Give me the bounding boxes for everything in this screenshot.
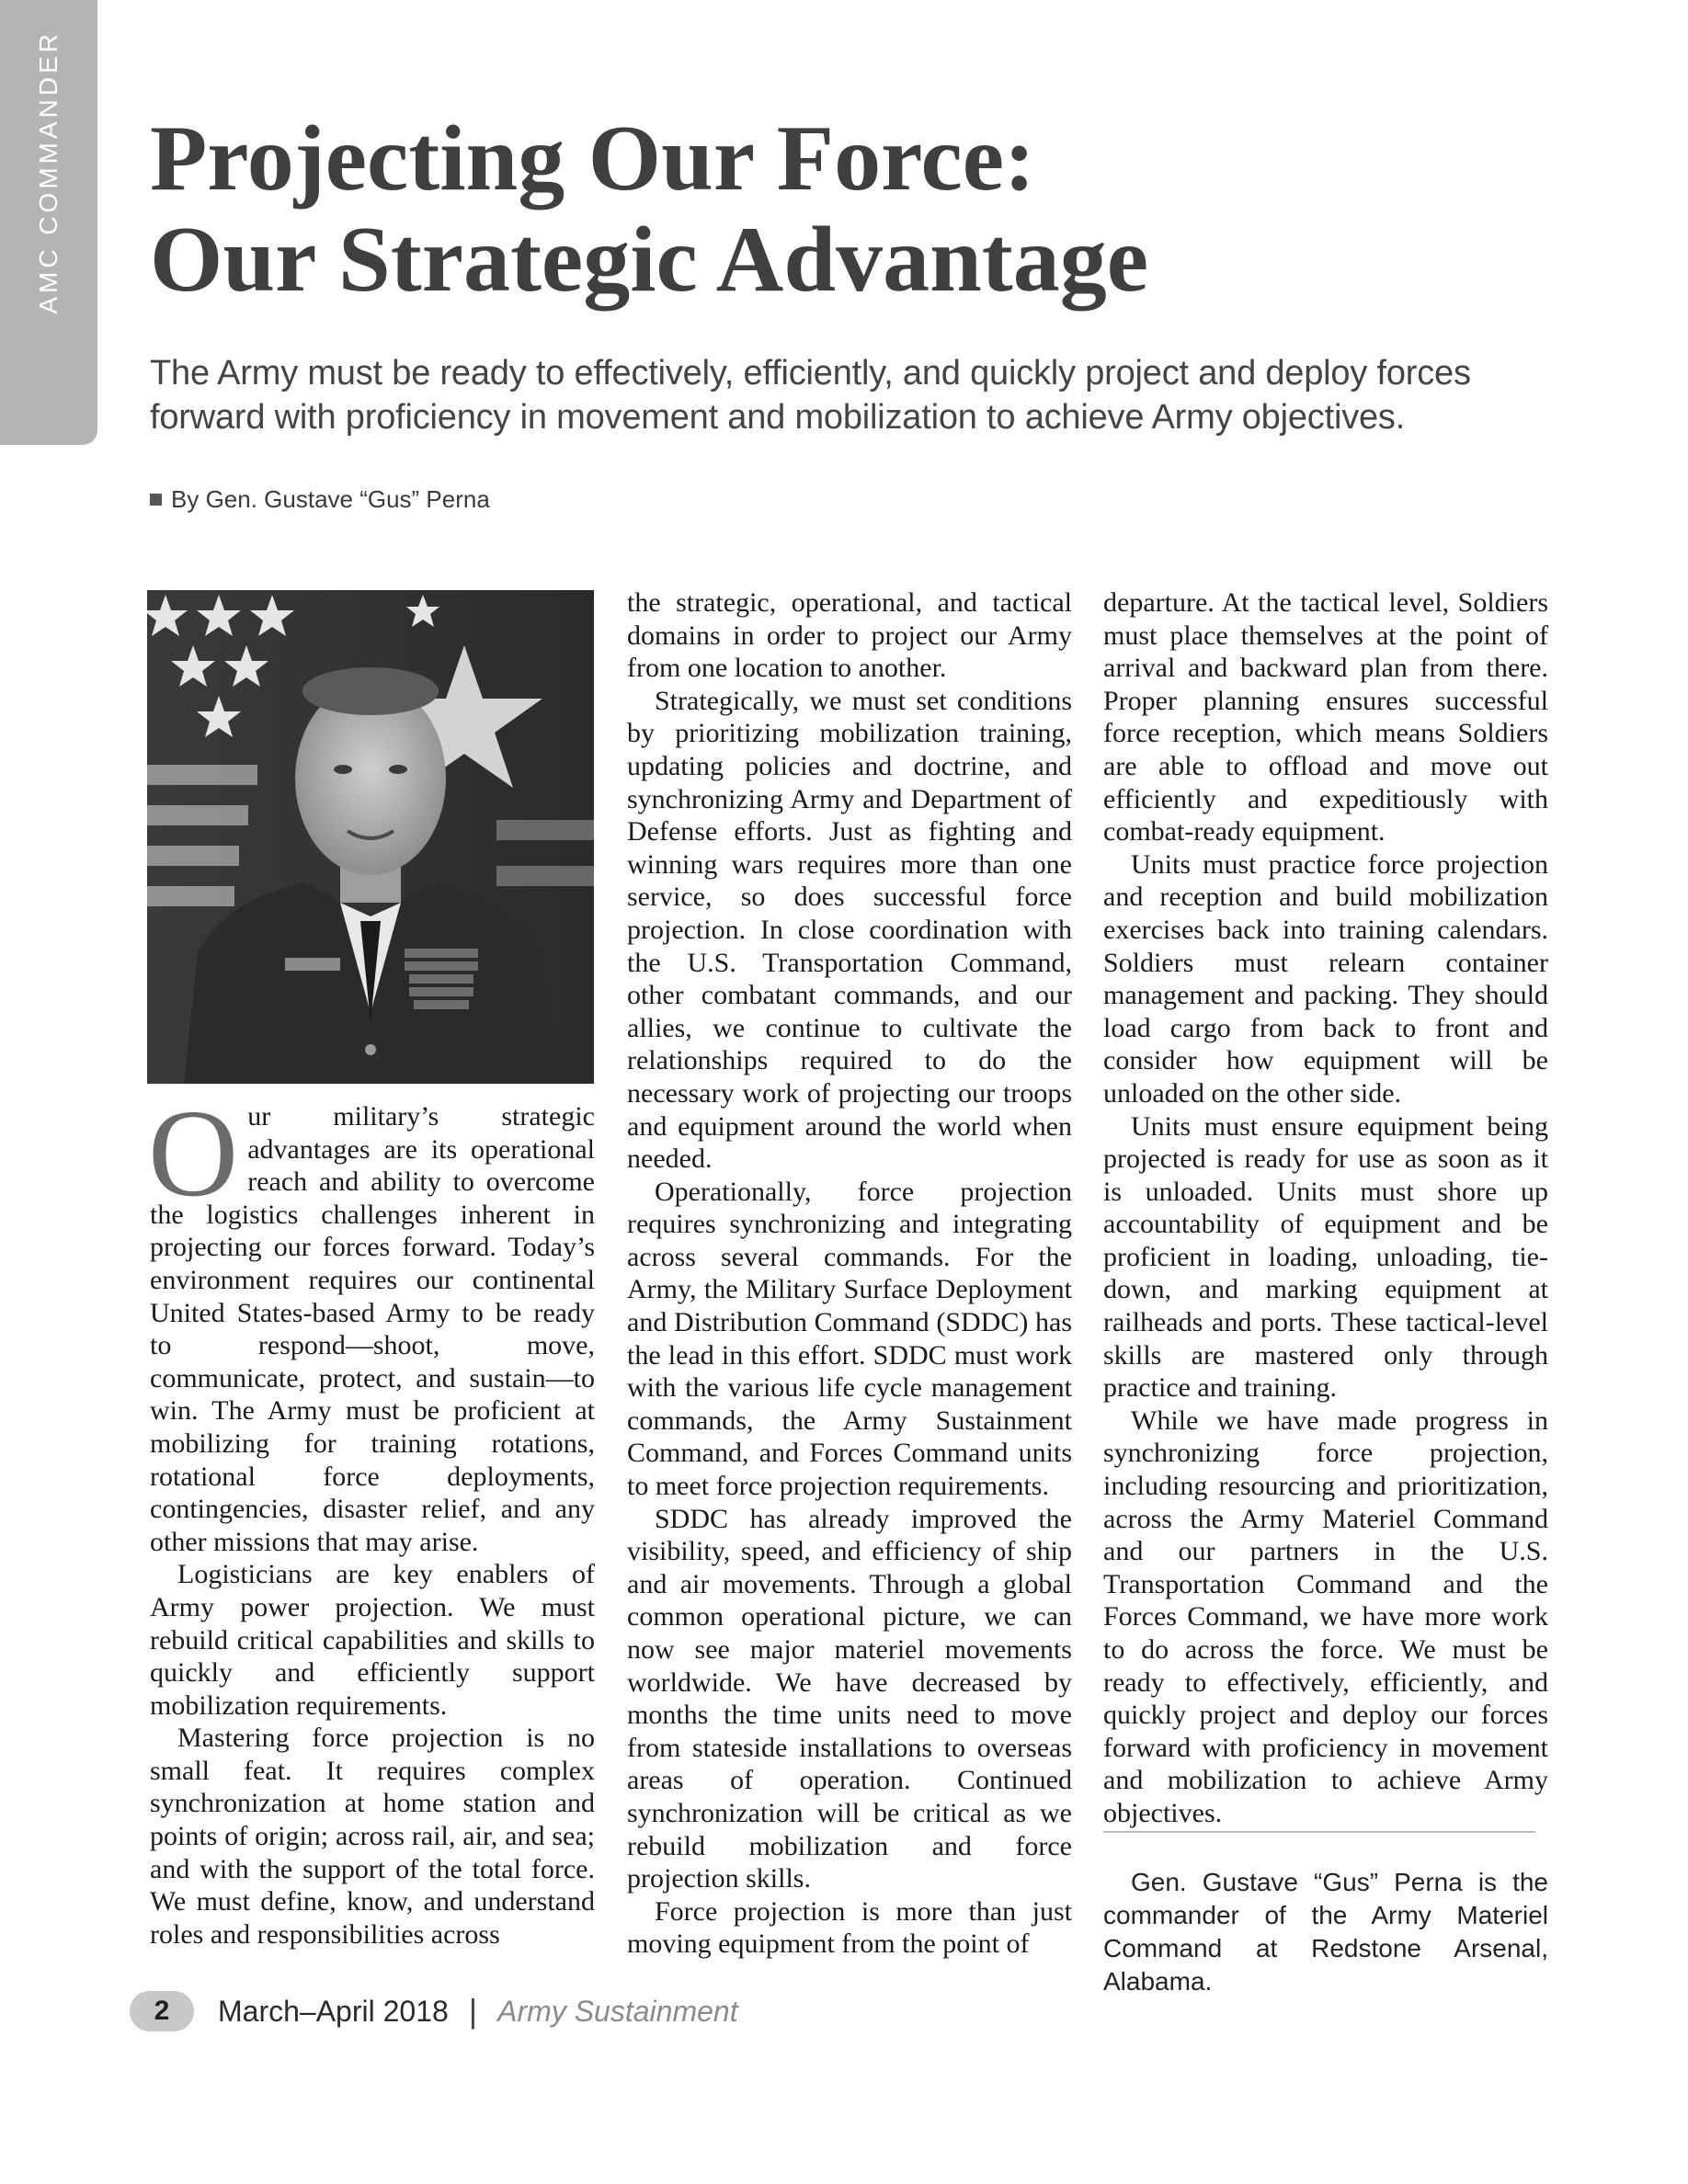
drop-cap: O xyxy=(148,1085,239,1223)
author-photo xyxy=(147,590,594,1084)
paragraph: departure. At the tactical level, Soldiers must place themselves at the point of arrival and backward plan from there. Proper planning ensures successful force reception, which means Soldiers are able to offload and move out efficiently and expeditiously with combat-ready equipment. xyxy=(1103,587,1548,847)
byline-text: By Gen. Gustave “Gus” Perna xyxy=(171,485,490,513)
bio-divider xyxy=(1103,1831,1535,1833)
headline-line-1: Projecting Our Force: xyxy=(150,107,1036,210)
paragraph: the strategic, operational, and tactical domains in order to project our Army from one location to another. xyxy=(627,587,1072,684)
author-bio-text: Gen. Gustave “Gus” Perna is the commander of the Army Materiel Command at Redstone Arsenal, Alabama. xyxy=(1103,1868,1548,1996)
paragraph: Force projection is more than just moving equipment from the point of xyxy=(627,1895,1072,1960)
section-tab-label: AMC COMMANDER xyxy=(34,29,63,314)
article-column-2 xyxy=(627,586,1072,1961)
paragraph: While we have made progress in synchronizing force projection, including resourcing and prioritization, across the Army Materiel Command and our partners in the U.S. Transportation Command and the Forces Command, we have more work to do across the force. We must be ready to effectively, efficiently, and quickly project and deploy our forces forward with proficiency in movement and mobilization to achieve Army objectives. xyxy=(1103,1405,1548,1828)
publication-name: Army Sustainment xyxy=(497,1994,738,2028)
paragraph-text: ur military’s strategic advantages are its operational reach and ability to overcome the logistics challenges inherent in projecting our forces forward. Today’s environment requires our continental United States-based Army to be ready to respond—shoot, move, communicate, protect, and sustain—to win. The Army must be proficient at mobilizing for training rotations, rotational force deployments, contingencies, disaster relief, and any other missions that may arise. xyxy=(150,1101,595,1557)
page-number: 2 xyxy=(130,1991,194,2031)
article-column-3 xyxy=(1103,586,1548,1830)
paragraph: Operationally, force projection requires synchronizing and integrating across several commands. For the Army, the Military Surface Deployment and Distribution Command (SDDC) has the lead in this effort. SDDC must work with the various life cycle management commands, the Army Sustainment Command, and Forces Command units to meet force projection requirements. xyxy=(627,1176,1072,1502)
footer-separator: | xyxy=(468,1992,478,2030)
paragraph: Logisticians are key enablers of Army power projection. We must rebuild critical capabilities and skills to quickly and efficiently support mobilization requirements. xyxy=(150,1559,595,1721)
byline-bullet-icon xyxy=(150,494,162,506)
article-deck: The Army must be ready to effectively, efficiently, and quickly project and deploy forces forward with proficiency in movement and mobilization to achieve Army objectives. xyxy=(150,354,1471,437)
paragraph: Units must practice force projection and reception and build mobilization exercises back into training calendars. Soldiers must relearn container management and packing. They should load cargo from back to front and consider how equipment will be unloaded on the other side. xyxy=(1103,848,1548,1109)
paragraph: Units must ensure equipment being projected is ready for use as soon as it is unloaded. Units must shore up accountability of equipment and be proficient in loading, unloading, tie-down, and marking equipment at railheads and ports. These tactical-level skills are mastered only through practice and training. xyxy=(1103,1110,1548,1404)
paragraph: Strategically, we must set conditions by prioritizing mobilization training, updating policies and doctrine, and synchronizing Army and Department of Defense efforts. Just as fighting and winning wars requires more than one service, so does successful force projection. In close coordination with the U.S. Transportation Command, other combatant commands, and our allies, we continue to cultivate the relationships required to do the necessary work of projecting our troops and equipment around the world when needed. xyxy=(627,685,1072,1175)
section-tab-label-wrap xyxy=(0,0,97,445)
byline xyxy=(150,485,490,514)
paragraph xyxy=(148,1085,595,1558)
paragraph: SDDC has already improved the visibility, speed, and efficiency of ship and air movements. Through a global common operational picture, we can now see major materiel movements worldwide. We have decreased by months the time units need to move from stateside installations to overseas areas of operation. Continued synchronization will be critical as we rebuild mobilization and force projection skills. xyxy=(627,1503,1072,1894)
article-headline xyxy=(150,108,1529,311)
issue-date: March–April 2018 xyxy=(218,1994,449,2028)
paragraph: Mastering force projection is no small feat. It requires complex synchronization at home station and points of origin; across rail, air, and sea; and with the support of the total force. We must define, know, and understand roles and responsibilities across xyxy=(150,1723,595,1950)
headline-line-2: Our Strategic Advantage xyxy=(150,208,1149,312)
article-column-1 xyxy=(148,1085,595,1951)
author-bio xyxy=(1103,1866,1548,1998)
page-footer xyxy=(130,1991,738,2031)
